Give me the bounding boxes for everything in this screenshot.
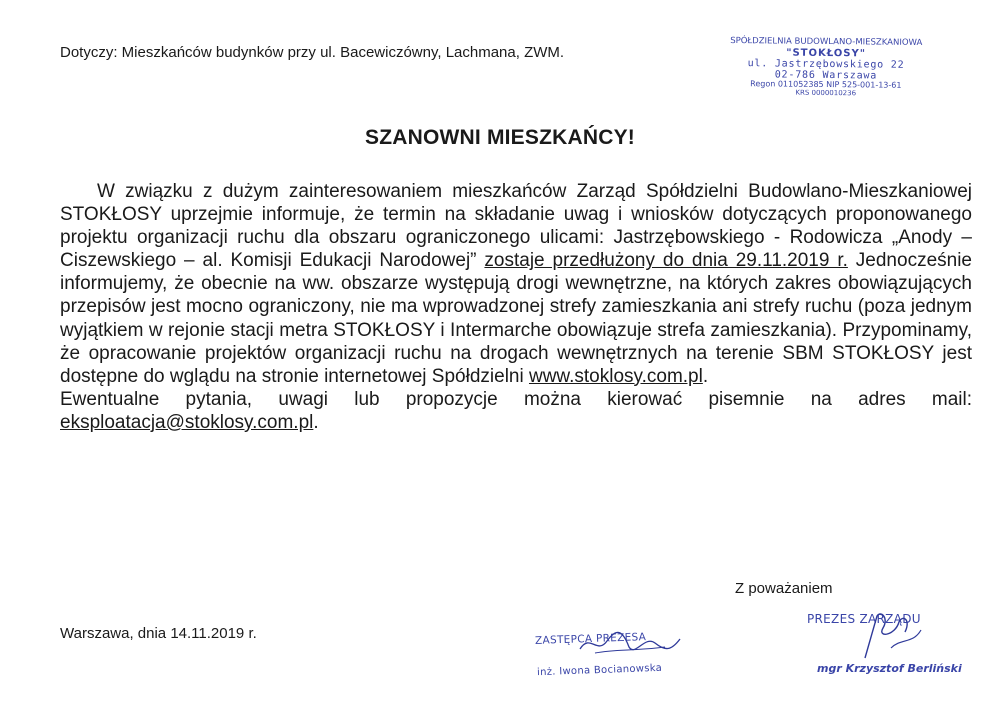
president-signature-stamp	[785, 608, 965, 688]
paragraph-main-text-1: W związku z dużym zainteresowaniem mieszkańców Zarząd Spółdzielni Budowlano-Mieszkaniowej STOKŁOSY uprzejmie informuje, że termin na składanie uwag i wniosków dotyczących proponowanego projektu organizacji ruchu dla obszaru ograniczonego ulicami: Jastrzębowskiego - Rodowicza „Anody – Ciszewskiego – al. Komisji Edukacji Narodowej”	[60, 181, 972, 272]
president-handwritten-signature	[855, 608, 935, 668]
website-link[interactable]: www.stoklosy.com.pl	[528, 365, 703, 387]
letter-body	[60, 180, 972, 434]
paragraph-main-end: .	[702, 365, 709, 387]
extension-deadline: zostaje przedłużony do dnia 29.11.2019 r.	[484, 250, 848, 272]
paragraph-main	[60, 180, 972, 388]
deputy-name: inż. Iwona Bocianowska	[536, 662, 663, 679]
paragraph-contact-end: .	[313, 411, 319, 433]
deputy-role: ZASTĘPCA PREZESA	[534, 631, 647, 647]
stamp-line-street: ul. Jastrzębowskiego 22	[747, 57, 905, 71]
stamp-line-regon-nip: Regon 011052385 NIP 525-001-13-61	[750, 79, 902, 90]
regarding-line: Dotyczy: Mieszkańców budynków przy ul. Bacewiczówny, Lachmana, ZWM.	[60, 44, 565, 61]
stamp-line-city: 02-786 Warszawa	[774, 69, 878, 82]
paragraph-main-text-2: Jednocześnie informujemy, że obecnie na ww. obszarze występują drogi wewnętrzne, na których zakres obowiązujących przepisów jest mocno ograniczony, nie ma wprowadzonej strefy zamieszkania ani strefy ruchu (poza jednym wyjątkiem w rejonie stacji metra STOKŁOSY i Intermarche obowiązuje strefa zamieszkania). Przypominamy, że opracowanie projektów organizacji ruchu na drogach wewnętrznych na terenie SBM STOKŁOSY jest dostępne do wglądu na stronie internetowej Spółdzielni	[60, 250, 972, 387]
deputy-handwritten-signature	[575, 625, 685, 665]
paragraph-contact-text: Ewentualne pytania, uwagi lub propozycje można kierować pisemnie na adres mail:	[60, 388, 972, 410]
deputy-signature-stamp	[535, 625, 705, 685]
closing-salutation: Z poważaniem	[735, 580, 833, 597]
cooperative-stamp	[716, 37, 937, 98]
page-title: SZANOWNI MIESZKAŃCY!	[365, 126, 635, 149]
president-name: mgr Krzysztof Berliński	[817, 662, 962, 675]
email-link[interactable]: eksploatacja@stoklosy.com.pl	[60, 411, 314, 433]
place-date: Warszawa, dnia 14.11.2019 r.	[60, 625, 257, 642]
president-role: PREZES ZARZĄDU	[807, 612, 921, 626]
stamp-line-brand: "STOKŁOSY"	[786, 47, 867, 59]
stamp-line-krs: KRS 0000010236	[795, 88, 857, 98]
paragraph-contact	[60, 388, 972, 434]
stamp-line-name: SPÓŁDZIELNIA BUDOWLANO-MIESZKANIOWA	[730, 35, 923, 49]
